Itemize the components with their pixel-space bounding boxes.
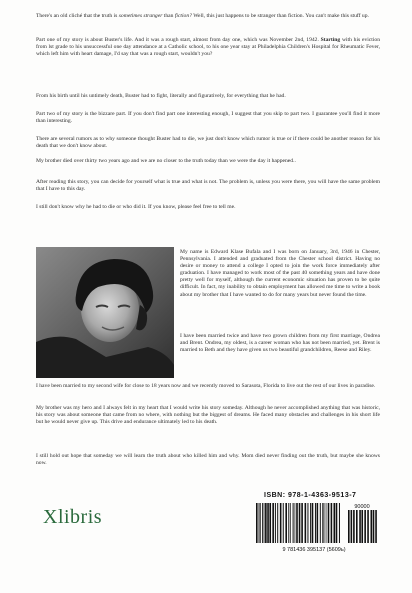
barcode-bar <box>361 510 363 543</box>
barcode-bar <box>267 503 269 543</box>
barcode-bar <box>336 503 338 543</box>
barcode-bar <box>277 503 278 543</box>
text-segment: There's an old cliché that the truth is <box>36 13 119 19</box>
barcode-bar <box>288 503 289 543</box>
barcode-bar <box>375 510 377 543</box>
barcode-bar <box>296 503 298 543</box>
author-photo <box>36 247 174 378</box>
barcode-bar <box>373 510 375 543</box>
barcode-bar <box>272 503 274 543</box>
text-segment: fiction? <box>174 13 192 19</box>
synopsis-paragraph <box>36 204 380 211</box>
barcode-graphic <box>248 501 380 556</box>
barcode-bar <box>280 503 282 543</box>
text-segment: than <box>162 13 175 19</box>
barcode-bar <box>334 503 336 543</box>
synopsis-paragraph <box>36 179 380 193</box>
barcode-digits: 9 781436 395137 (5609ь) <box>282 547 346 553</box>
closing-paragraph: I still hold out hope that someday we will learn the truth about who killed him and why. Mom died never finding out the truth, but maybe she knows now. <box>36 453 380 467</box>
barcode-addon-digits: 90000 <box>354 504 370 510</box>
barcode-bar <box>301 503 303 543</box>
barcode-bar <box>264 503 265 543</box>
isbn-barcode <box>248 501 380 556</box>
barcode-bar <box>260 503 261 543</box>
text-segment: with his eviction from lst grade to his unsuccessful one day attendance at a Catholic school, to his one year stay at Philadelphia Children's Hospital for Rheumatic Fever, which left him with heart damage, I'd say that was a rough start, wouldn't you? <box>36 37 380 58</box>
barcode-bar <box>259 503 260 543</box>
barcode-bar <box>367 510 369 543</box>
barcode-bar <box>312 503 314 543</box>
barcode-bar <box>356 510 358 543</box>
barcode-bar <box>353 510 355 543</box>
barcode-bar <box>293 503 294 543</box>
text-segment: I still don't know why he had to die or who did it. If you know, please feel free to tell me. <box>36 204 236 210</box>
text-segment: Starting <box>320 37 341 43</box>
barcode-bar <box>371 510 373 543</box>
barcode-bar <box>265 503 267 543</box>
barcode-bar <box>323 503 324 543</box>
synopsis-paragraph <box>36 37 380 58</box>
synopsis-paragraph <box>36 158 380 165</box>
barcode-bar <box>299 503 301 543</box>
bio-paragraph: I have been married twice and have two grown children from my first marriage, Ondrea and Brent. Ondrea, my oldest, is a career woman who has not been married, yet. Brent is married to Beth and they have given us two beautiful grandchildren, Reese and Riley. <box>180 333 380 354</box>
synopsis-paragraph <box>36 93 380 100</box>
barcode-bar <box>269 503 271 543</box>
isbn-label: ISBN: 978-1-4363-9513-7 <box>264 492 357 499</box>
barcode-bar <box>339 503 340 543</box>
barcode-bar <box>331 503 333 543</box>
barcode-bar <box>305 503 307 543</box>
text-segment: My brother died over thirty two years ago and we are no closer to the truth today than we were the day it happened.. <box>36 158 296 164</box>
barcode-bar <box>290 503 291 543</box>
barcode-bar <box>320 503 321 543</box>
bio-paragraph: My name is Edward Klase Bufala and I was born on January, 3rd, 1946 in Chester, Pennsylvania. I attended and graduated from the Chester school district. Having no desire or money to attend a college I opted to join the work force immediately after graduation. I have managed to work most of the past 40 something years and have done pretty well for myself, although the current economic situation has proven to be quite difficult. In fact, my inability to obtain employment has allowed me time to write a book about my brother that I have wanted to do for many years but never found the time. <box>180 249 380 298</box>
synopsis-paragraph <box>36 136 380 150</box>
ean-bars <box>256 503 340 543</box>
barcode-bar <box>262 503 263 543</box>
barcode-bar <box>295 503 296 543</box>
barcode-bar <box>317 503 319 543</box>
closing-paragraph: My brother was my hero and I always felt in my heart that I would write his story someday. Although he never accomplished anything that was historic, his story was about someone that came from no where, with nothing but the biggest of dreams. He faced many obstacles and challenges in his short life but he would never give up. This drive and endurance ultimately led to his death. <box>36 405 380 426</box>
barcode-bar <box>275 503 276 543</box>
text-segment: There are several rumors as to why someone thought Buster had to die, we just don't know which rumor is true or if there could be another reason for his death that we don't know about. <box>36 136 380 150</box>
addon-bars <box>348 510 377 543</box>
barcode-bar <box>351 510 353 543</box>
barcode-bar <box>256 503 258 543</box>
text-segment: After reading this story, you can decide for yourself what is true and what is not. The problem is, unless you were there, you will have the same problem that I have to this day. <box>36 179 380 193</box>
barcode-bar <box>310 503 311 543</box>
text-segment: Part one of my story is about Buster's life. And it was a rough start, almost from day one, which was November 2nd, 1942. <box>36 37 321 43</box>
barcode-bar <box>364 510 366 543</box>
closing-paragraph: I have been married to my second wife for close to 18 years now and we recently moved to Sarasota, Florida to live out the rest of our lives in paradise. <box>36 383 376 389</box>
barcode-bar <box>359 510 361 543</box>
text-segment: sometimes stranger <box>118 13 163 19</box>
barcode-bar <box>348 510 350 543</box>
barcode-bar <box>307 503 308 543</box>
barcode-bar <box>328 503 330 543</box>
text-segment: From his birth until his untimely death, Buster had to fight, literally and figuratively, for everything that he had. <box>36 93 286 99</box>
author-portrait-image <box>36 247 174 378</box>
barcode-bar <box>315 503 316 543</box>
synopsis-paragraph <box>36 13 380 20</box>
synopsis-paragraph <box>36 111 380 125</box>
xlibris-logo: Xlibris <box>43 506 103 528</box>
barcode-bar <box>285 503 287 543</box>
barcode-bar <box>322 503 323 543</box>
text-segment: Well, this just happens to be stranger than fiction. You can't make this stuff up. <box>191 13 369 19</box>
text-segment: Part two of my story is the bizzare part. If you don't find part one interesting enough, I suggest that you skip to part two. I guarantee you'll find it more than interesting. <box>36 111 380 125</box>
barcode-bar <box>326 503 327 543</box>
barcode-bar <box>283 503 284 543</box>
